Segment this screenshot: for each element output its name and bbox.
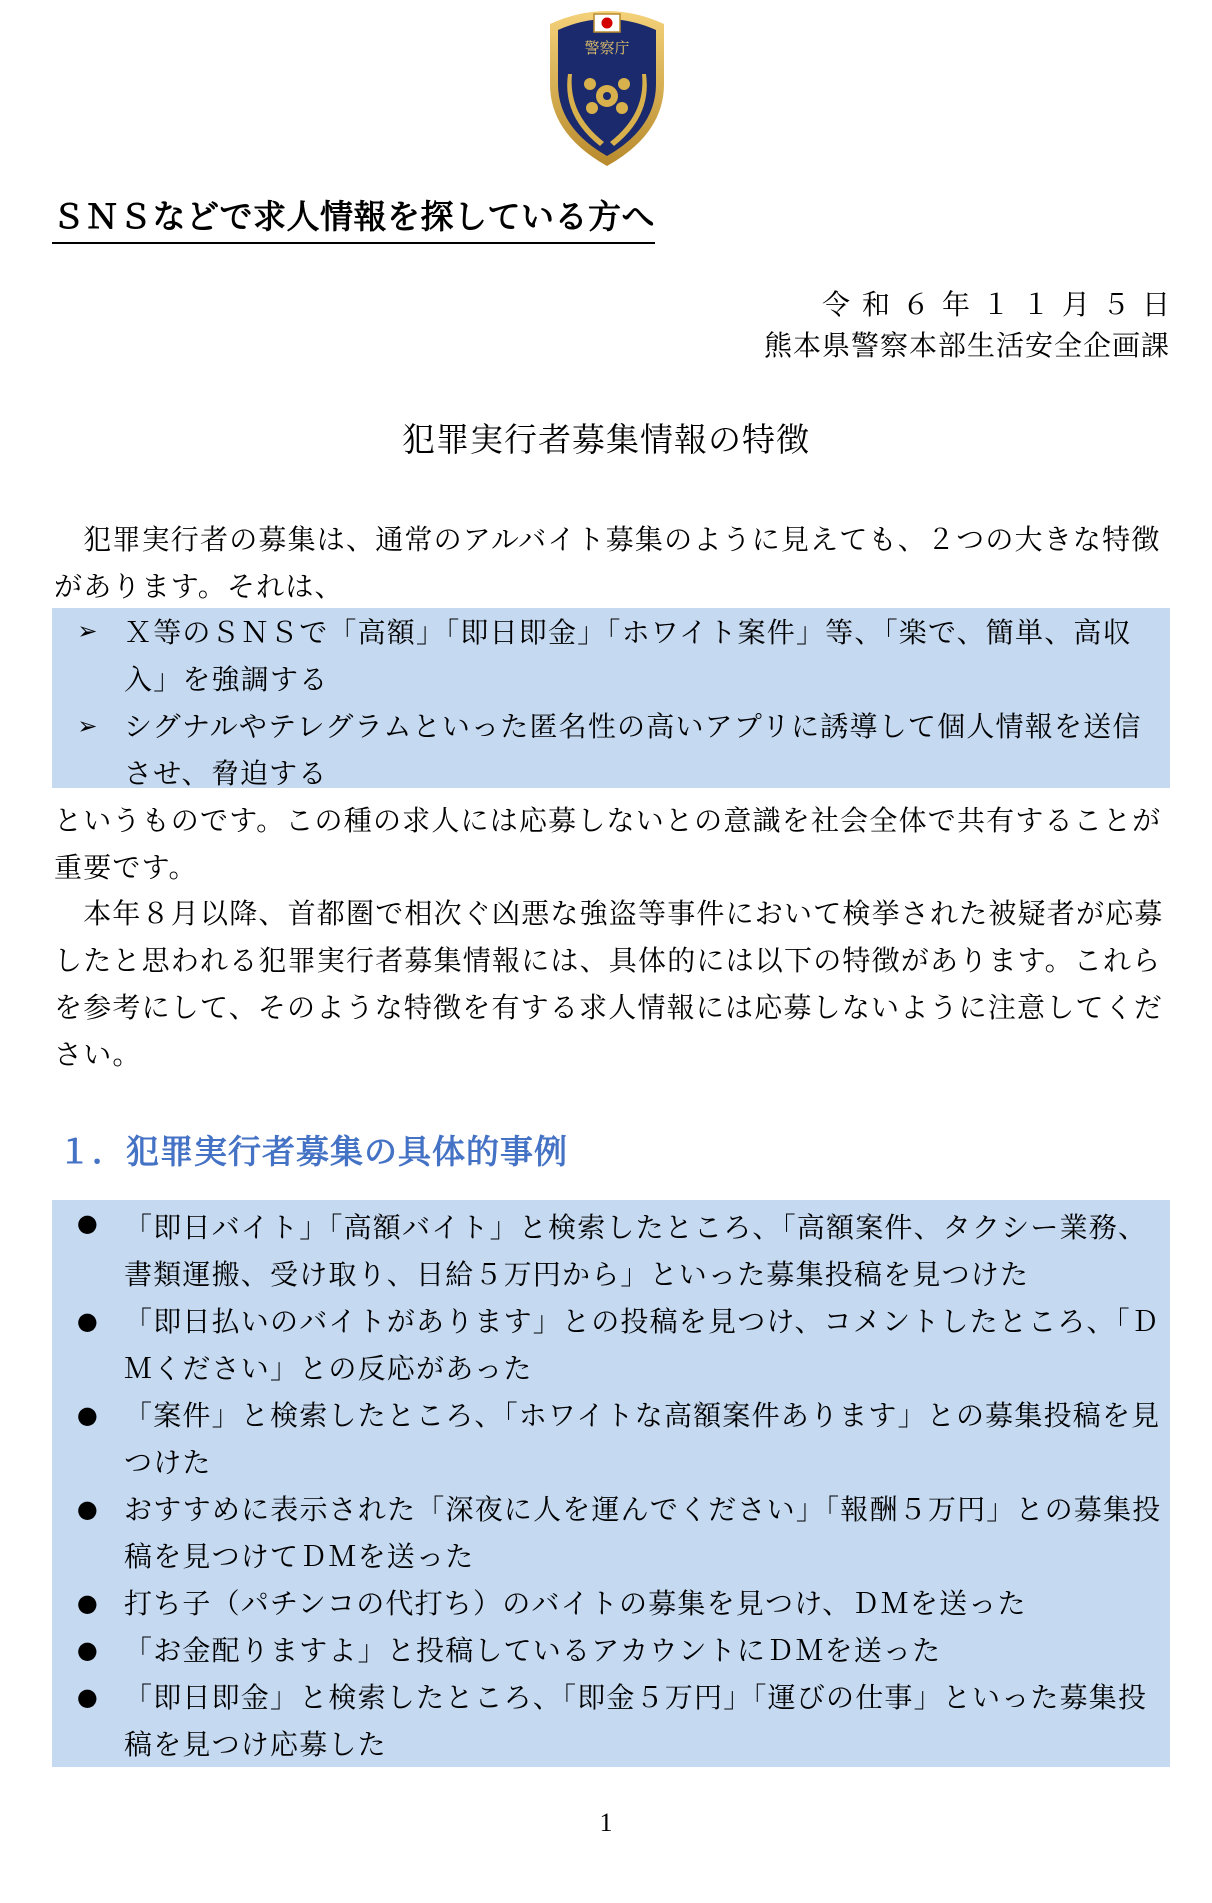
page-number: 1 — [599, 1808, 613, 1837]
case-item — [52, 1627, 1170, 1674]
case-section-title: １．犯罪実行者募集の具体的事例 — [58, 1132, 568, 1171]
case-text: 「即日バイト」「高額バイト」と検索したところ、「高額案件、タクシー業務、書類運搬、受け取り、日給５万円から」といった募集投稿を見つけた — [124, 1211, 1148, 1291]
bullet-icon: ● — [76, 1209, 100, 1237]
bullet-icon: ● — [76, 1401, 100, 1429]
case-item — [52, 1674, 1170, 1768]
case-item — [52, 1486, 1170, 1580]
section-heading: 犯罪実行者募集情報の特徴 — [402, 420, 810, 459]
bullet-icon: ● — [76, 1683, 100, 1711]
arrow-bullet-icon: ➢ — [77, 617, 99, 645]
case-text: 「即日即金」と検索したところ、「即金５万円」「運びの仕事」といった募集投稿を見つけ応募した — [124, 1681, 1148, 1761]
case-text: 「即日払いのバイトがあります」との投稿を見つけ、コメントしたところ、「ＤＭください」との反応があった — [124, 1305, 1161, 1385]
bullet-icon: ● — [76, 1495, 100, 1523]
case-item — [52, 1200, 1170, 1298]
bullet-icon: ● — [76, 1589, 100, 1617]
emblem-text: 警察庁 — [584, 39, 630, 57]
police-emblem-icon — [538, 4, 676, 170]
feature-item — [52, 703, 1170, 797]
document-title: ＳＮＳなどで求人情報を探している方へ — [52, 195, 655, 244]
department-name: 熊本県警察本部生活安全企画課 — [763, 329, 1170, 362]
bullet-icon: ● — [76, 1307, 100, 1335]
case-item — [52, 1580, 1170, 1627]
bullet-icon: ● — [76, 1636, 100, 1664]
after-features-paragraph: というものです。この種の求人には応募しないとの意識を社会全体で共有することが重要です。 — [54, 804, 1162, 884]
case-text: おすすめに表示された「深夜に人を運んでください」「報酬５万円」との募集投稿を見つけてＤＭを送った — [124, 1493, 1162, 1573]
details-paragraph: 本年８月以降、首都圏で相次ぐ凶悪な強盗等事件において検挙された被疑者が応募したと思われる犯罪実行者募集情報には、具体的には以下の特徴があります。これらを参考にして、そのような特徴を有する求人情報には応募しないように注意してください。 — [54, 897, 1164, 1071]
feature-text: シグナルやテレグラムといった匿名性の高いアプリに誘導して個人情報を送信させ、脅迫する — [124, 710, 1142, 790]
issue-date: 令和６年１１月５日 — [821, 288, 1182, 321]
feature-text: Ｘ等のＳＮＳで「高額」「即日即金」「ホワイト案件」等、「楽で、簡単、高収入」を強調する — [124, 616, 1132, 696]
case-item — [52, 1392, 1170, 1486]
case-text: 「お金配りますよ」と投稿しているアカウントにＤＭを送った — [124, 1634, 942, 1667]
feature-item — [52, 608, 1170, 703]
case-text: 「案件」と検索したところ、「ホワイトな高額案件あります」との募集投稿を見つけた — [124, 1399, 1161, 1479]
intro-paragraph: 犯罪実行者の募集は、通常のアルバイト募集のように見えても、２つの大きな特徴があります。それは、 — [54, 523, 1161, 603]
case-text: 打ち子（パチンコの代打ち）のバイトの募集を見つけ、ＤＭを送った — [124, 1587, 1027, 1620]
case-item — [52, 1298, 1170, 1392]
arrow-bullet-icon: ➢ — [77, 712, 99, 740]
cases-box — [52, 1200, 1170, 1767]
features-box — [52, 608, 1170, 788]
title-block — [52, 195, 655, 244]
